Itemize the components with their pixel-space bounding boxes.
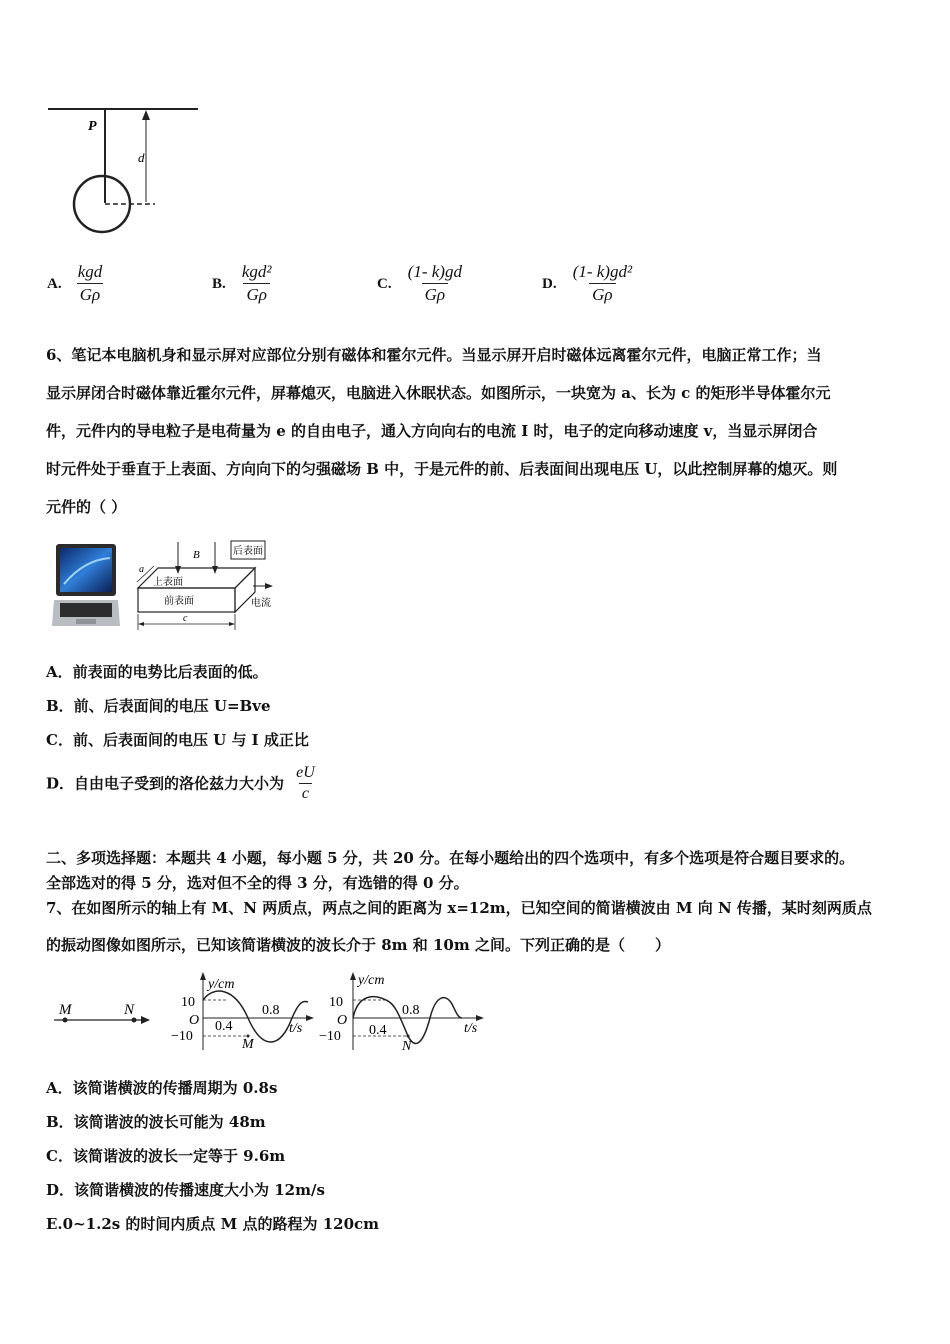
- pendulum-figure: [40, 98, 210, 248]
- option-d-text: D．自由电子受到的洛伦兹力大小为: [46, 774, 285, 793]
- hall-element-figure: [135, 538, 280, 634]
- frac-den: Gρ: [77, 283, 103, 305]
- laptop-touchpad: [76, 619, 96, 624]
- q7-option-d[interactable]: D．该简谐横波的传播速度大小为 12m/s: [46, 1181, 325, 1199]
- laptop-icon: [50, 540, 122, 632]
- frac-den: c: [299, 783, 312, 803]
- q7-option-b[interactable]: B．该简谐波的波长可能为 48m: [46, 1113, 266, 1131]
- laptop-keyboard: [60, 603, 112, 617]
- q7-option-a[interactable]: A．该简谐横波的传播周期为 0.8s: [46, 1079, 278, 1097]
- frac-den: Gρ: [422, 283, 448, 305]
- label-n: N: [124, 1002, 135, 1018]
- frac-num: eU: [296, 764, 315, 781]
- q6-line: 显示屏闭合时磁体靠近霍尔元件，屏幕熄灭，电脑进入休眠状态。如图所示，一块宽为 a、长为 c 的矩形半导体霍尔元: [46, 384, 831, 402]
- tick-04: 0.4: [215, 1019, 233, 1034]
- q6-option-c[interactable]: C．前、后表面间的电压 U 与 I 成正比: [46, 731, 309, 749]
- option-label: B.: [212, 276, 226, 292]
- point-n: [132, 1018, 137, 1023]
- label-b: B: [193, 549, 200, 561]
- x-axis-label: t/s: [464, 1021, 478, 1036]
- laptop-screen: [60, 548, 112, 592]
- label-back: 后表面: [233, 546, 263, 557]
- vibration-graph-n: [318, 968, 488, 1056]
- q7-line1: 7、在如图所示的轴上有 M、N 两质点，两点之间的距离为 x=12m，已知空间的简谐横波由 M 向 N 传播，某时刻两质点: [46, 899, 872, 917]
- q6-line: 元件的（ ）: [46, 498, 127, 516]
- q7-line2: 的振动图像如图所示，已知该简谐横波的波长介于 8m 和 10m 之间。下列正确的是（ ）: [46, 936, 670, 954]
- label-a: a: [139, 564, 144, 575]
- vibration-graph-m: [168, 968, 318, 1056]
- frac-num: (1- k)gd: [407, 262, 462, 281]
- distance-arrow: [142, 110, 150, 120]
- origin-label: O: [189, 1013, 200, 1028]
- tick-08: 0.8: [402, 1003, 420, 1018]
- q7-option-e[interactable]: E.0~1.2s 的时间内质点 M 点的路程为 120cm: [46, 1215, 380, 1233]
- label-d: d: [138, 150, 145, 165]
- tick-10: 10: [181, 995, 195, 1010]
- tick-10: 10: [329, 995, 343, 1010]
- option-label: C.: [377, 276, 392, 292]
- frac-num: kgd²: [241, 262, 272, 281]
- q6-line: 6、笔记本电脑机身和显示屏对应部位分别有磁体和霍尔元件。当显示屏开启时磁体远离霍尔元件，电脑正常工作；当: [46, 346, 822, 364]
- label-m: M: [59, 1002, 72, 1018]
- option-label: D.: [542, 276, 557, 292]
- option-label: A.: [47, 276, 62, 292]
- y-axis-label: y/cm: [208, 977, 235, 992]
- q6-option-b[interactable]: B．前、后表面间的电压 U=Bve: [46, 697, 271, 715]
- q5-option-d[interactable]: [542, 262, 635, 305]
- mn-axis-figure: [50, 996, 155, 1030]
- frac-den: Gρ: [243, 283, 269, 305]
- q5-option-b[interactable]: [212, 262, 275, 305]
- q6-stem: [46, 336, 908, 526]
- q7-option-c[interactable]: C．该简谐波的波长一定等于 9.6m: [46, 1147, 286, 1165]
- q6-line: 件，元件内的导电粒子是电荷量为 e 的自由电子，通入方向向右的电流 I 时，电子的定向移动速度 v，当显示屏闭合: [46, 422, 818, 440]
- frac-num: kgd: [77, 262, 103, 281]
- x-axis-label: t/s: [289, 1021, 303, 1036]
- q5-option-c[interactable]: [377, 262, 465, 305]
- frac-num: (1- k)gd²: [572, 262, 633, 281]
- label-p: P: [88, 119, 97, 134]
- graph-point-n: N: [402, 1039, 412, 1054]
- q5-option-a[interactable]: [47, 262, 105, 305]
- tick-08: 0.8: [262, 1003, 280, 1018]
- frac-den: Gρ: [589, 283, 615, 305]
- q6-line: 时元件处于垂直于上表面、方向向下的匀强磁场 B 中，于是元件的前、后表面间出现电压 U，以此控制屏幕的熄灭。则: [46, 460, 838, 478]
- section2-line2: 全部选对的得 5 分，选对但不全的得 3 分，有选错的得 0 分。: [46, 874, 469, 892]
- origin-label: O: [337, 1013, 348, 1028]
- label-current: 电流: [251, 598, 271, 609]
- q6-option-a[interactable]: A．前表面的电势比后表面的低。: [46, 663, 268, 681]
- tick-neg10: −10: [171, 1029, 193, 1044]
- tick-04: 0.4: [369, 1023, 387, 1038]
- label-top: 上表面: [153, 577, 183, 588]
- y-axis-label: y/cm: [358, 973, 385, 988]
- q6-option-d[interactable]: [46, 764, 318, 803]
- point-m: [63, 1018, 68, 1023]
- section2-line1: 二、多项选择题：本题共 4 小题，每小题 5 分，共 20 分。在每小题给出的四个选项中，有多个选项是符合题目要求的。: [46, 849, 855, 867]
- label-front: 前表面: [164, 596, 194, 607]
- tick-neg10: −10: [319, 1029, 341, 1044]
- label-c: c: [183, 613, 188, 624]
- graph-point-m: M: [242, 1037, 254, 1052]
